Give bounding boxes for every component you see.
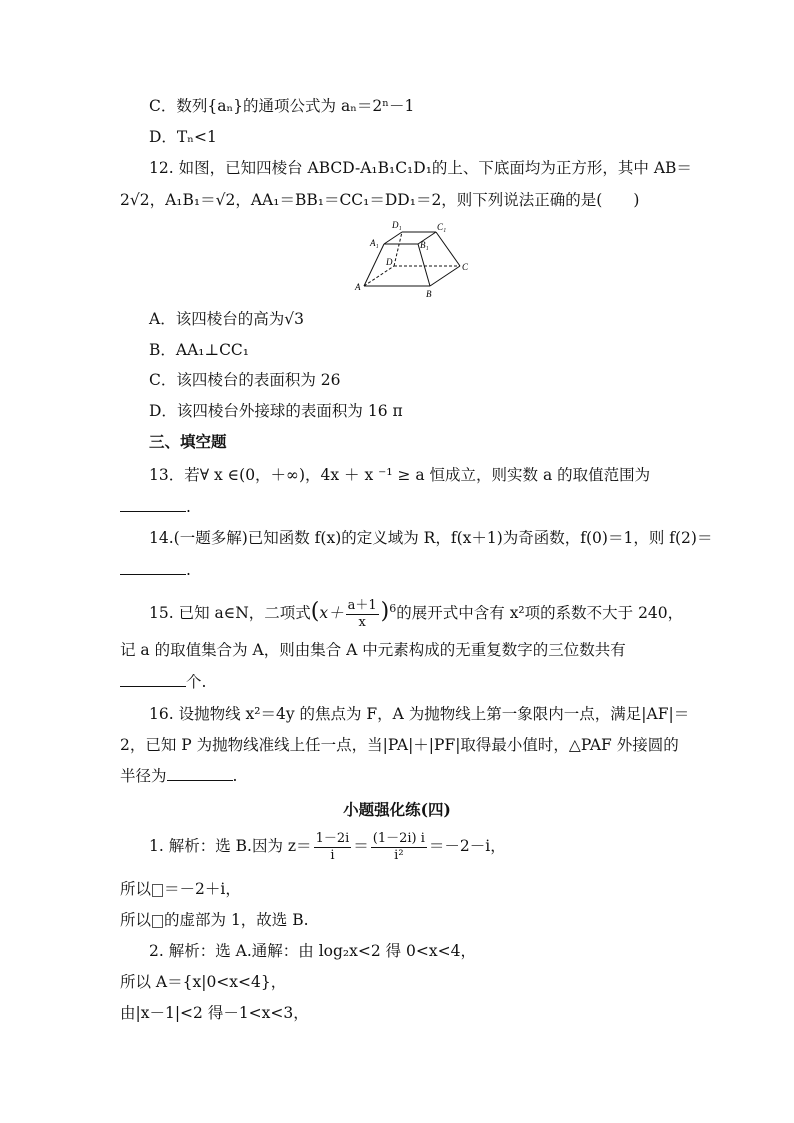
fraction-rationalized — [371, 831, 427, 864]
ans1-result: ＝－2－i， — [428, 837, 506, 855]
fraction-numerator: (1－2i) i — [372, 830, 425, 846]
label-C1: C₁ — [437, 222, 447, 232]
fraction-numerator: a＋1 — [347, 597, 377, 613]
question-15-answer-line — [120, 672, 206, 692]
option-c-sequence: C．数列{aₙ}的通项公式为 aₙ＝2ⁿ－1 — [149, 97, 415, 115]
q15-suffix: 的展开式中含有 x²项的系数不大于 240， — [396, 604, 684, 623]
label-B1: B₁ — [420, 240, 429, 250]
frustum-figure — [352, 216, 474, 298]
q15-unit: 个. — [186, 673, 207, 691]
equals-sign: ＝ — [353, 837, 369, 855]
ans1-so: 所以 — [120, 911, 152, 929]
fraction-numerator: 1－2i — [315, 830, 350, 846]
question-15-line1 — [149, 592, 684, 630]
question-12-line1: 12. 如图，已知四棱台 ABCD-A₁B₁C₁D₁的上、下底面均为正方形，其中 AB＝ — [149, 159, 692, 177]
q16-radius-text: 半径为 — [120, 767, 167, 785]
ans1-prefix: 1. 解析：选 B.因为 z＝ — [149, 837, 312, 855]
label-B: B — [426, 289, 432, 298]
q15-prefix: 15. 已知 a∈N，二项式 — [149, 604, 311, 623]
answer-2-line3: 由|x－1|<2 得－1<x<3， — [120, 1004, 309, 1022]
answers-heading: 小题强化练(四) — [343, 800, 451, 819]
conjugate-z-glyph-icon — [152, 884, 163, 897]
label-D1: D₁ — [392, 220, 402, 230]
fraction-denominator: x — [358, 614, 366, 630]
answer-1-line3 — [120, 910, 309, 930]
question-13: 13．若∀ x ∈(0，＋∞)，4x ＋ x ⁻¹ ≥ a 恒成立，则实数 a 的取值范围为 — [149, 466, 651, 484]
question-13-answer-line — [120, 497, 191, 517]
question-16-line1: 16. 设抛物线 x²＝4y 的焦点为 F，A 为抛物线上第一象限内一点，满足|AF|＝ — [149, 705, 690, 723]
fraction-denominator: i — [330, 847, 335, 863]
answer-1-line1 — [149, 828, 506, 864]
answer-blank — [167, 766, 233, 781]
option-b-perpendicular: B．AA₁⊥CC₁ — [149, 341, 250, 359]
question-16-line2: 2，已知 P 为抛物线准线上任一点，当|PA|＋|PF|取得最小值时，△PAF 外接圆的 — [120, 736, 679, 754]
label-D: D — [386, 257, 393, 267]
option-d-sphere-area: D．该四棱台外接球的表面积为 16 π — [149, 402, 403, 420]
conjugate-z-glyph-icon — [152, 915, 163, 928]
answer-blank — [120, 560, 186, 575]
ans1-imaginary-part: 的虚部为 1，故选 B. — [164, 911, 309, 929]
answer-2-line1: 2. 解析：选 A.通解：由 log₂x<2 得 0<x<4， — [149, 942, 476, 960]
paren-close: ) — [380, 599, 390, 625]
question-14: 14.(一题多解)已知函数 f(x)的定义域为 R，f(x＋1)为奇函数，f(0)＝1，则 f(2)＝ — [149, 529, 713, 547]
period: . — [186, 561, 191, 579]
question-12-line2: 2√2，A₁B₁＝√2，AA₁＝BB₁＝CC₁＝DD₁＝2，则下列说法正确的是( ) — [120, 191, 640, 209]
question-16-line3 — [120, 766, 237, 786]
fraction-a-plus-1-over-x — [346, 598, 379, 631]
q15-x: x＋ — [319, 604, 344, 623]
ans1-so: 所以 — [120, 880, 152, 898]
answer-2-line2: 所以 A＝{x|0<x<4}， — [120, 973, 287, 991]
answer-blank — [120, 497, 186, 512]
label-A: A — [355, 282, 361, 292]
ans1-conjugate: ＝－2＋i， — [164, 880, 241, 898]
option-c-surface-area: C．该四棱台的表面积为 26 — [149, 371, 341, 389]
question-14-answer-line — [120, 560, 191, 580]
label-A1: A₁ — [370, 238, 379, 248]
option-a-height: A．该四棱台的高为√3 — [149, 310, 304, 328]
label-C: C — [462, 262, 469, 272]
paren-open: ( — [310, 599, 320, 625]
fraction-denominator: i² — [394, 847, 404, 863]
period: . — [186, 498, 191, 516]
fraction-1-minus-2i-over-i — [314, 831, 352, 864]
answer-1-line2 — [120, 879, 241, 899]
question-15-line2: 记 a 的取值集合为 A，则由集合 A 中元素构成的无重复数字的三位数共有 — [120, 641, 626, 659]
answer-blank — [120, 672, 186, 687]
exponent: 6 — [389, 602, 397, 615]
period: . — [232, 767, 238, 785]
section-heading-fill-in: 三、填空题 — [149, 432, 227, 451]
option-d-tn: D．Tₙ<1 — [149, 128, 217, 146]
